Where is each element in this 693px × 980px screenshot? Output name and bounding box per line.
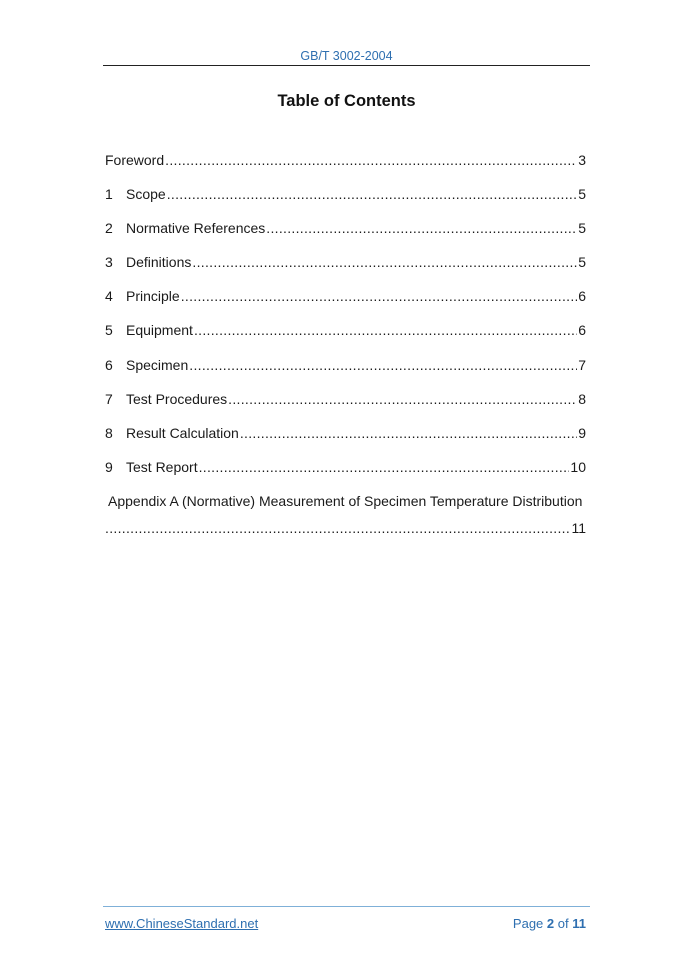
toc-entry-number: 2 xyxy=(105,220,113,236)
toc-entry-number: 7 xyxy=(105,391,113,407)
toc-leader-dots xyxy=(181,287,578,305)
toc-entry-label: Test Report xyxy=(126,459,198,475)
website-link[interactable]: www.ChineseStandard.net xyxy=(105,916,259,931)
toc-entry-number: 6 xyxy=(105,357,113,373)
toc-entry-normative-references[interactable] xyxy=(105,219,586,237)
toc-entry-page: 3 xyxy=(578,152,586,168)
toc-leader-dots xyxy=(165,151,577,169)
toc-entry-page: 11 xyxy=(571,520,586,536)
toc-entry-label: Foreword xyxy=(105,152,165,168)
toc-leader-dots xyxy=(167,185,578,203)
toc-leader-dots xyxy=(228,390,577,408)
toc-title: Table of Contents xyxy=(277,92,416,110)
toc-leader-dots xyxy=(105,519,570,537)
toc-entry-label: Specimen xyxy=(126,357,189,373)
page-of: of xyxy=(557,916,569,931)
toc-entry-page: 5 xyxy=(578,254,586,270)
toc-leader-dots xyxy=(189,356,577,374)
toc-entry-label: Result Calculation xyxy=(126,425,239,441)
toc-entry-principle[interactable] xyxy=(105,287,586,305)
toc-entry-label: Definitions xyxy=(126,254,192,270)
document-code-header: GB/T 3002-2004 xyxy=(300,49,393,63)
toc-entry-definitions[interactable] xyxy=(105,253,586,271)
toc-leader-dots xyxy=(240,424,577,442)
toc-entry-scope[interactable] xyxy=(105,185,586,203)
toc-entry-page: 5 xyxy=(578,220,586,236)
toc-entry-number: 1 xyxy=(105,186,113,202)
toc-entry-specimen[interactable] xyxy=(105,356,586,374)
footer-divider xyxy=(103,906,590,907)
toc-entry-page: 8 xyxy=(578,391,586,407)
header-divider xyxy=(103,65,590,66)
toc-entry-appendix-a-leader[interactable] xyxy=(105,519,586,537)
toc-entry-result-calculation[interactable] xyxy=(105,424,586,442)
toc-entry-page: 5 xyxy=(578,186,586,202)
toc-entry-number: 8 xyxy=(105,425,113,441)
toc-entry-number: 4 xyxy=(105,288,113,304)
toc-entry-page: 6 xyxy=(578,322,586,338)
toc-leader-dots xyxy=(194,321,577,339)
toc-entry-test-procedures[interactable] xyxy=(105,390,586,408)
toc-leader-dots xyxy=(266,219,577,237)
page-prefix: Page xyxy=(512,916,544,931)
toc-entry-page: 10 xyxy=(570,459,586,475)
toc-entry-page: 7 xyxy=(578,357,586,373)
toc-entry-appendix-a[interactable]: Appendix A (Normative) Measurement of Specimen Temperature Distribution xyxy=(108,493,583,509)
toc-entry-number: 5 xyxy=(105,322,113,338)
toc-entry-number: 3 xyxy=(105,254,113,270)
toc-entry-label: Test Procedures xyxy=(126,391,228,407)
toc-leader-dots xyxy=(199,458,570,476)
toc-entry-label: Scope xyxy=(126,186,166,202)
toc-entry-label: Normative References xyxy=(126,220,266,236)
page-current: 2 xyxy=(546,916,555,931)
toc-entry-label: Equipment xyxy=(126,322,193,338)
toc-entry-foreword[interactable] xyxy=(105,151,586,169)
toc-entry-test-report[interactable] xyxy=(105,458,586,476)
page-indicator xyxy=(513,916,586,931)
toc-entry-page: 6 xyxy=(578,288,586,304)
toc-entry-number: 9 xyxy=(105,459,113,475)
toc-leader-dots xyxy=(192,253,577,271)
page-total: 11 xyxy=(572,916,586,931)
toc-entry-label: Principle xyxy=(126,288,180,304)
toc-entry-page: 9 xyxy=(578,425,586,441)
toc-entry-equipment[interactable] xyxy=(105,321,586,339)
